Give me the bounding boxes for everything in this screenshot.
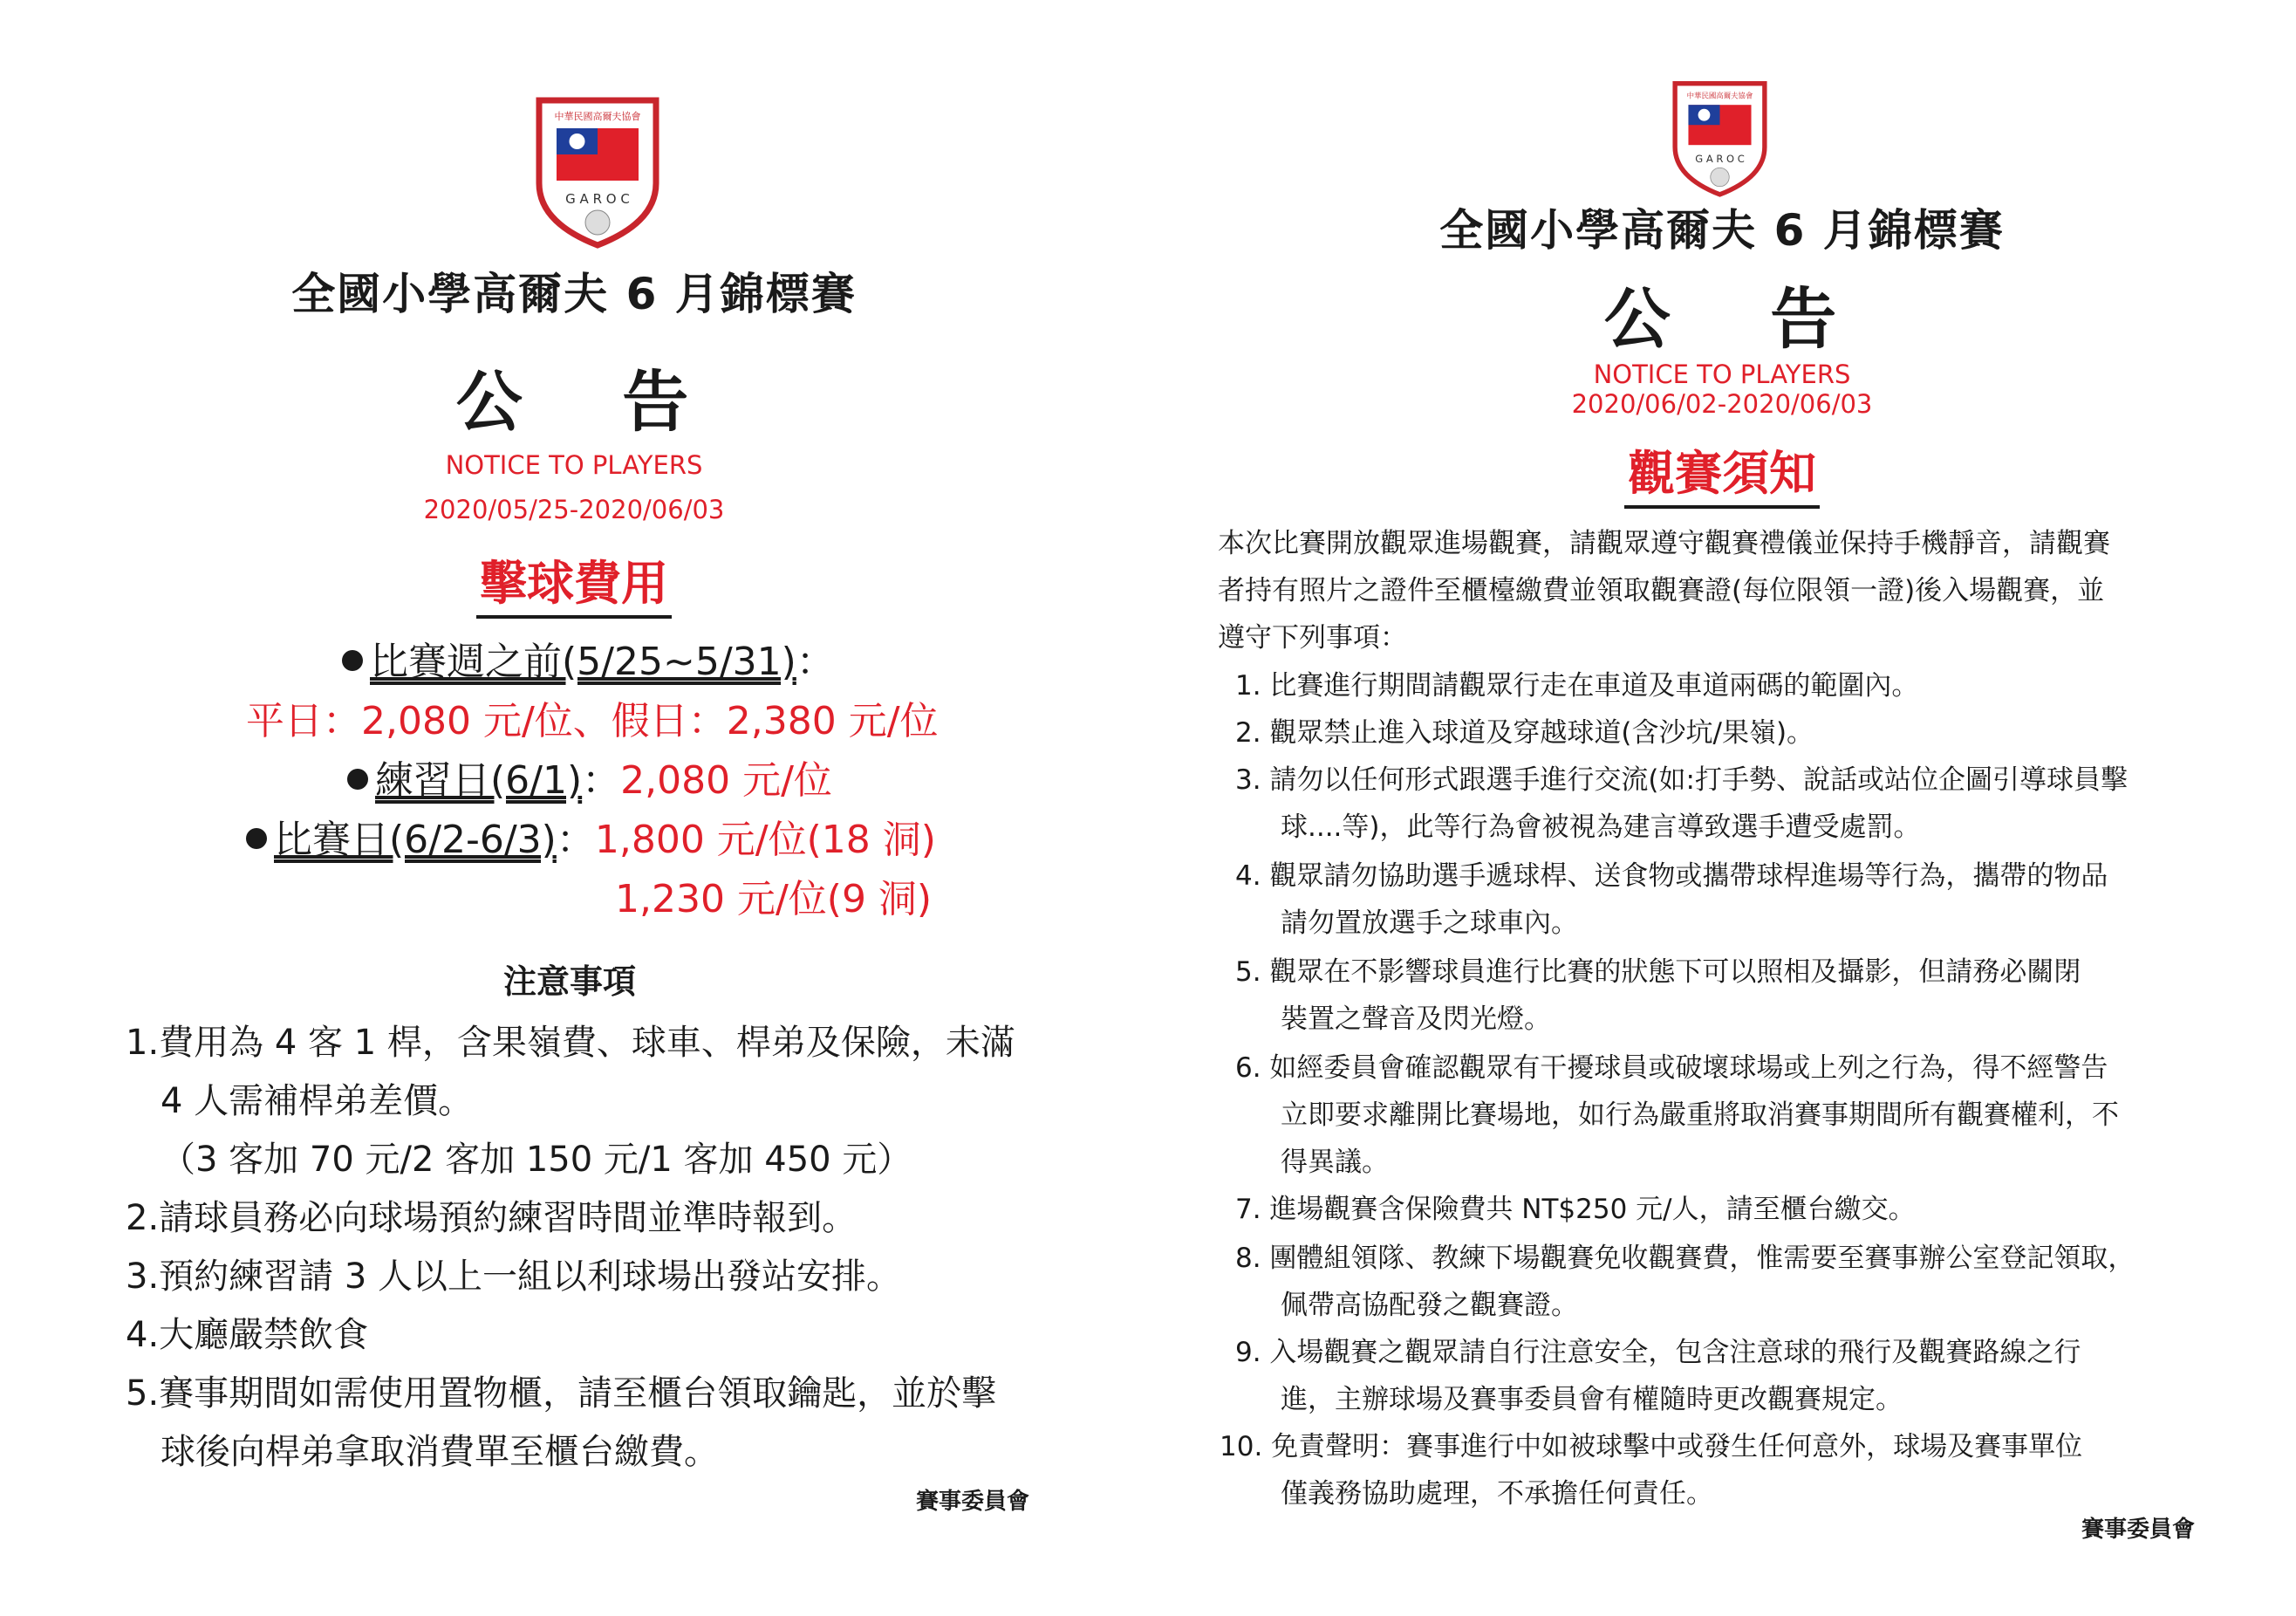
note-line: 2.請球員務必向球場預約練習時間並準時報到。 [126, 1198, 858, 1238]
rule-line: 佩帶高協配發之觀賽證。 [1281, 1290, 1578, 1321]
svg-text:G A R O C: G A R O C [565, 191, 630, 207]
fee-practice-label: 練習日(6/1) [375, 758, 583, 803]
rule-line: 4. 觀眾請勿協助選手遞球桿、送食物或攜帶球桿進場等行為，攜帶的物品 [1235, 860, 2108, 892]
fee-practice-day [347, 749, 832, 805]
fee-colon: ： [796, 640, 835, 684]
fee-match-price-9: 1,230 元/位(9 洞) [615, 877, 933, 921]
rule-line: 裝置之聲音及閃光燈。 [1281, 1003, 1551, 1035]
rule-line: 8. 團體組領隊、教練下場觀賽免收觀賽費，惟需要至賽事辦公室登記領取， [1235, 1243, 2135, 1274]
right-notice-panel [1148, 0, 2296, 1616]
fee-colon: ： [582, 758, 621, 803]
garoc-emblem-logo [532, 92, 663, 249]
rule-line: 6. 如經委員會確認觀眾有干擾球員或破壞球場或上列之行為，得不經警告 [1235, 1052, 2108, 1084]
committee-signature: 賽事委員會 [916, 1489, 1030, 1515]
notice-to-players: NOTICE TO PLAYERS [445, 450, 703, 480]
announcement-heading: 公 告 [455, 363, 728, 441]
bullet-icon [342, 650, 363, 671]
notes-title: 注意事項 [502, 962, 636, 1001]
spectator-heading: 觀賽須知 [1624, 436, 1820, 509]
note-line: 5.賽事期間如需使用置物櫃，請至櫃台領取鑰匙，並於擊 [126, 1373, 997, 1414]
rule-line: 7. 進場觀賽含保險費共 NT$250 元/人，請至櫃台繳交。 [1235, 1194, 1916, 1225]
rule-line: 僅義務協助處理，不承擔任何責任。 [1281, 1478, 1713, 1510]
fee-colon: ： [556, 818, 595, 862]
bullet-icon [347, 769, 368, 790]
svg-text:中華民國高爾夫協會: 中華民國高爾夫協會 [554, 111, 641, 122]
rule-line: 9. 入場觀賽之觀眾請自行注意安全，包含注意球的飛行及觀賽路線之行 [1235, 1337, 2081, 1368]
note-line: 4.大廳嚴禁飲食 [126, 1315, 369, 1355]
svg-text:中華民國高爾夫協會: 中華民國高爾夫協會 [1686, 91, 1753, 100]
notice-date-range: 2020/06/02-2020/06/03 [1571, 389, 1873, 419]
fee-heading-wrap [0, 546, 1148, 619]
note-line: 球後向桿弟拿取消費單至櫃台繳費。 [161, 1432, 719, 1472]
intro-line: 本次比賽開放觀眾進場觀賽，請觀眾遵守觀賽禮儀並保持手機靜音，請觀賽 [1218, 528, 2110, 559]
committee-signature: 賽事委員會 [2081, 1517, 2196, 1543]
fee-match-day [246, 808, 936, 864]
tournament-title: 全國小學高爾夫 6 月錦標賽 [1439, 205, 2005, 256]
fee-match-label: 比賽日(6/2-6/3) [274, 818, 557, 862]
garoc-emblem-logo [1670, 77, 1770, 197]
fee-heading: 擊球費用 [476, 546, 672, 619]
bullet-icon [246, 828, 267, 849]
fee-match-price-18: 1,800 元/位(18 洞) [594, 818, 936, 862]
svg-text:G A R O C: G A R O C [1695, 153, 1745, 166]
spectator-heading-wrap [1148, 436, 2296, 509]
fee-before-label: 比賽週之前(5/25~5/31) [370, 640, 796, 684]
rule-line: 請勿置放選手之球車內。 [1281, 907, 1578, 939]
rule-line: 球....等)，此等行為會被視為建言導致選手遭受處罰。 [1281, 811, 1921, 843]
rule-line: 立即要求離開比賽場地，如行為嚴重將取消賽事期間所有觀賽權利，不 [1281, 1099, 2119, 1131]
rule-line: 得異議。 [1281, 1147, 1389, 1178]
notice-to-players: NOTICE TO PLAYERS [1593, 359, 1851, 389]
note-line: （3 客加 70 元/2 客加 150 元/1 客加 450 元） [161, 1140, 912, 1180]
announcement-heading: 公 告 [1603, 280, 1876, 358]
intro-line: 者持有照片之證件至櫃檯繳費並領取觀賽證(每位限領一證)後入場觀賽，並 [1218, 575, 2105, 606]
rule-line: 5. 觀眾在不影響球員進行比賽的狀態下可以照相及攝影，但請務必關閉 [1235, 956, 2081, 988]
rule-line: 進，主辦球場及賽事委員會有權隨時更改觀賽規定。 [1281, 1384, 1903, 1415]
note-line: 3.預約練習請 3 人以上一組以利球場出發站安排。 [126, 1257, 902, 1297]
rule-line: 3. 請勿以任何形式跟選手進行交流(如:打手勢、說話或站位企圖引導球員擊 [1235, 764, 2128, 796]
intro-line: 遵守下列事項： [1218, 622, 1407, 654]
tournament-title: 全國小學高爾夫 6 月錦標賽 [291, 269, 857, 319]
note-line: 1.費用為 4 客 1 桿，含果嶺費、球車、桿弟及保險，未滿 [126, 1023, 1015, 1063]
fee-before-price: 平日：2,080 元/位、假日：2,380 元/位 [246, 699, 939, 743]
rule-line: 10. 免責聲明：賽事進行中如被球擊中或發生任何意外，球場及賽事單位 [1220, 1431, 2083, 1462]
fee-before-week [342, 630, 835, 686]
fee-practice-price: 2,080 元/位 [620, 758, 832, 803]
rule-line: 1. 比賽進行期間請觀眾行走在車道及車道兩碼的範圍內。 [1235, 670, 1919, 702]
rule-line: 2. 觀眾禁止進入球道及穿越球道(含沙坑/果嶺)。 [1235, 717, 1814, 749]
notice-date-range: 2020/05/25-2020/06/03 [423, 495, 725, 524]
note-line: 4 人需補桿弟差價。 [161, 1081, 474, 1121]
